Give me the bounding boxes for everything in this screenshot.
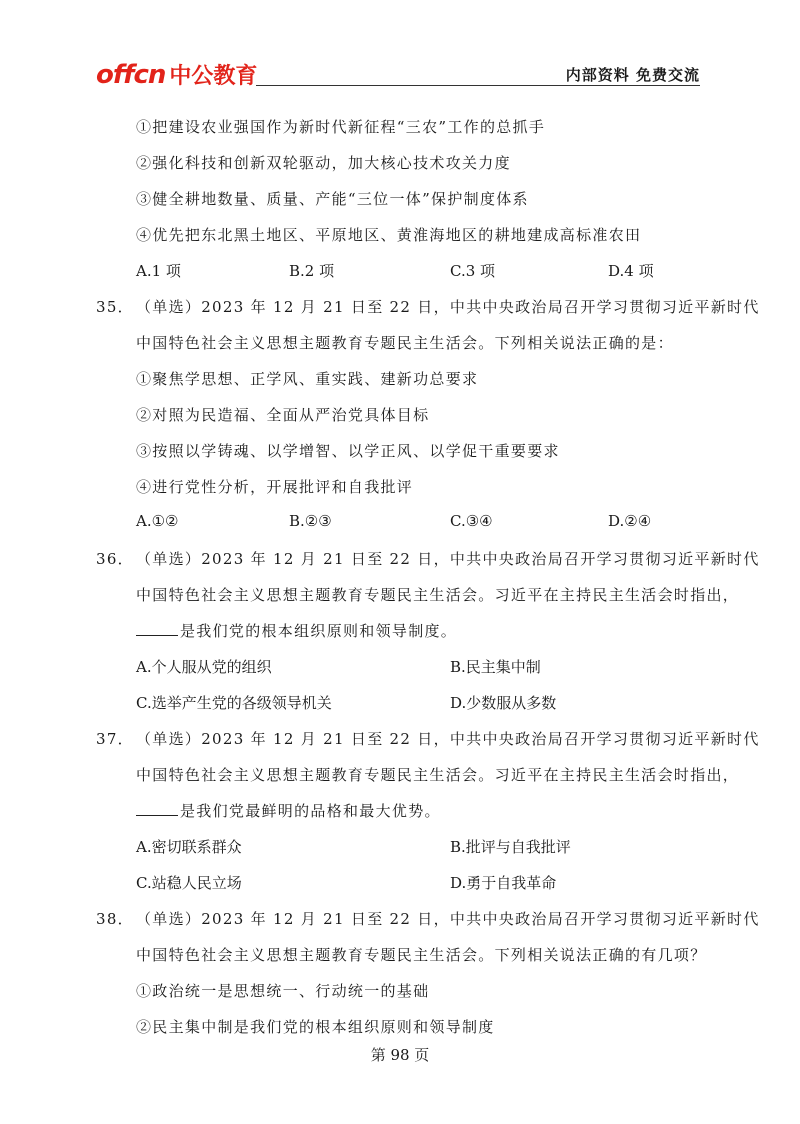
answer-blank [136, 623, 178, 636]
q37-option-b: B.批评与自我批评 [450, 838, 571, 856]
q37-option-c: C.站稳人民立场 [136, 874, 242, 892]
q37-number: 37． [96, 730, 134, 748]
q34-option-c: C.3 项 [450, 262, 496, 280]
q35-item-1: ①聚焦学思想、正学风、重实践、建新功总要求 [136, 370, 479, 388]
q36-option-c: C.选举产生党的各级领导机关 [136, 694, 332, 712]
q35-stem-line-2: 中国特色社会主义思想主题教育专题民主生活会。下列相关说法正确的是： [136, 334, 674, 352]
q37-stem-line-3: 是我们党最鲜明的品格和最大优势。 [136, 800, 441, 821]
q34-option-b: B.2 项 [289, 262, 335, 280]
q34-item-2: ②强化科技和创新双轮驱动，加大核心技术攻关力度 [136, 154, 511, 172]
answer-blank [136, 803, 178, 816]
q34-option-a: A.1 项 [136, 262, 181, 280]
q35-stem-line-1: （单选）2023 年 12 月 21 日至 22 日，中共中央政治局召开学习贯彻习近平新时代 [136, 298, 760, 316]
q35-option-d: D.②④ [608, 512, 652, 530]
q38-stem-line-2: 中国特色社会主义思想主题教育专题民主生活会。下列相关说法正确的有几项？ [136, 946, 707, 964]
q34-item-1: ①把建设农业强国作为新时代新征程“三农”工作的总抓手 [136, 118, 546, 136]
q37-option-d: D.勇于自我革命 [450, 874, 557, 892]
q36-option-b: B.民主集中制 [450, 658, 541, 676]
q35-option-c: C.③④ [450, 512, 493, 530]
q35-item-2: ②对照为民造福、全面从严治党具体目标 [136, 406, 430, 424]
q38-item-1: ①政治统一是思想统一、行动统一的基础 [136, 982, 430, 1000]
q36-option-a: A.个人服从党的组织 [136, 658, 272, 676]
q36-stem-line-1: （单选）2023 年 12 月 21 日至 22 日，中共中央政治局召开学习贯彻习近平新时代 [136, 550, 760, 568]
page-number: 第 98 页 [370, 1046, 430, 1064]
q37-stem-line-2: 中国特色社会主义思想主题教育专题民主生活会。习近平在主持民主生活会时指出， [136, 766, 740, 784]
q36-option-d: D.少数服从多数 [450, 694, 557, 712]
q35-item-4: ④进行党性分析，开展批评和自我批评 [136, 478, 414, 496]
header-divider [256, 85, 700, 86]
q35-option-a: A.①② [136, 512, 179, 530]
q38-number: 38． [96, 910, 134, 928]
offcn-logo [96, 58, 257, 88]
q38-stem-line-1: （单选）2023 年 12 月 21 日至 22 日，中共中央政治局召开学习贯彻习近平新时代 [136, 910, 760, 928]
q35-option-b: B.②③ [289, 512, 332, 530]
q34-item-3: ③健全耕地数量、质量、产能“三位一体”保护制度体系 [136, 190, 529, 208]
q35-item-3: ③按照以学铸魂、以学增智、以学正风、以学促干重要要求 [136, 442, 560, 460]
q36-stem-line-3: 是我们党的根本组织原则和领导制度。 [136, 620, 457, 641]
q36-number: 36． [96, 550, 134, 568]
q37-stem-line-1: （单选）2023 年 12 月 21 日至 22 日，中共中央政治局召开学习贯彻习近平新时代 [136, 730, 760, 748]
q34-option-d: D.4 项 [608, 262, 654, 280]
header-note: 内部资料 免费交流 [565, 66, 700, 84]
q35-number: 35． [96, 298, 134, 316]
q37-option-a: A.密切联系群众 [136, 838, 242, 856]
q38-item-2: ②民主集中制是我们党的根本组织原则和领导制度 [136, 1018, 495, 1036]
q36-stem-line-2: 中国特色社会主义思想主题教育专题民主生活会。习近平在主持民主生活会时指出， [136, 586, 740, 604]
q34-item-4: ④优先把东北黑土地区、平原地区、黄淮海地区的耕地建成高标准农田 [136, 226, 642, 244]
logo-text-cn: 中公教育 [169, 64, 258, 89]
logo-text-en: offcn [96, 60, 166, 90]
page-header [96, 58, 700, 88]
